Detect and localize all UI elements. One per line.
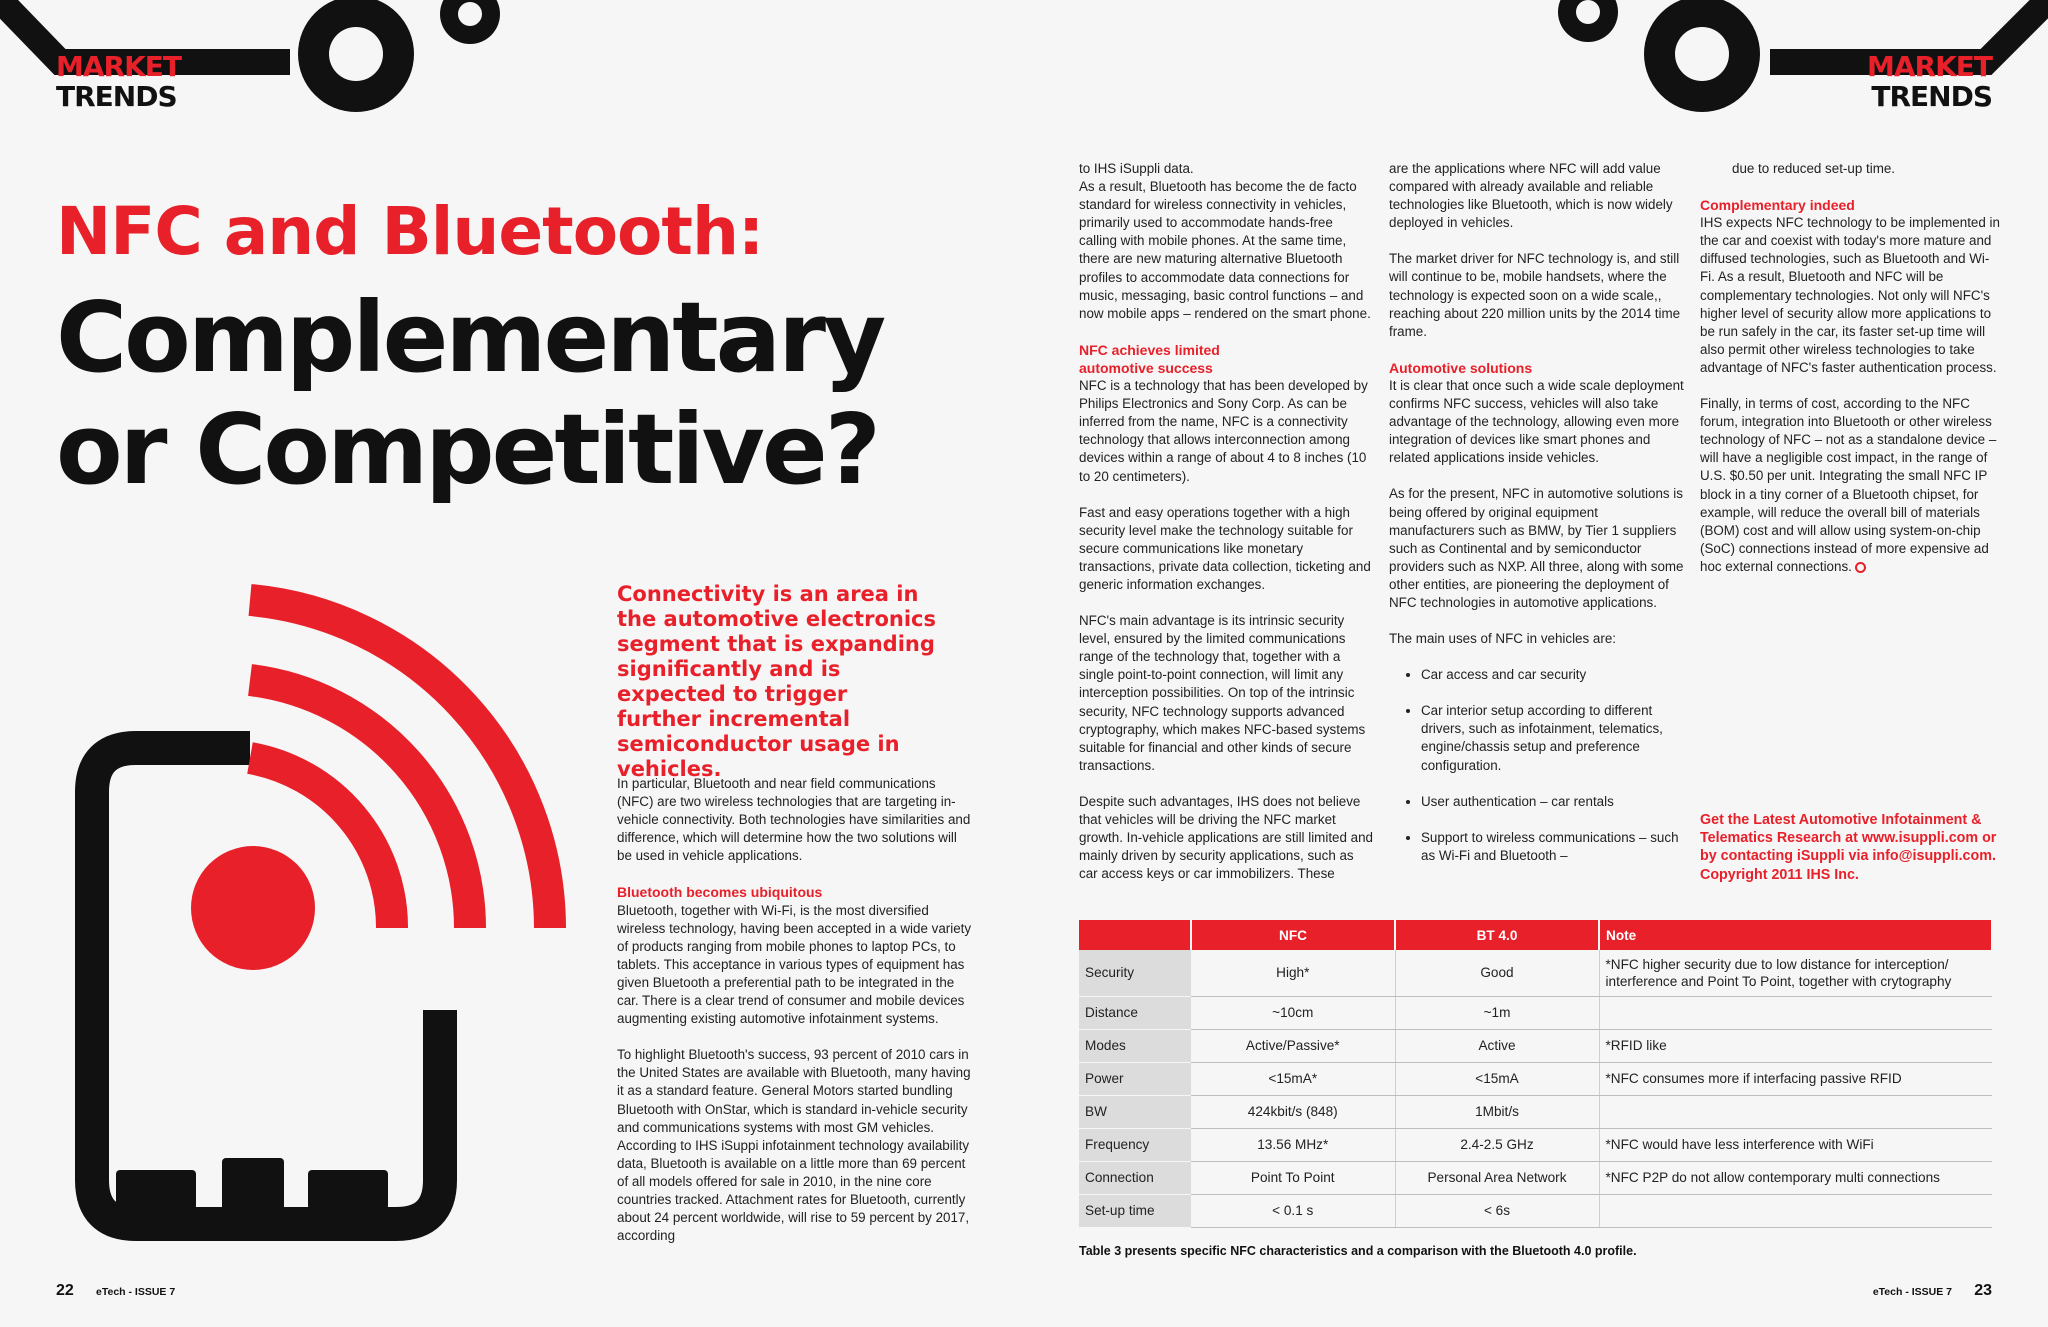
table-row <box>1079 1194 1992 1227</box>
research-cta: Get the Latest Automotive Infotainment & Telematics Research at www.isuppli.com or by contacting iSuppli via info@isuppli.com. Copyright 2011 IHS Inc. <box>1700 812 1997 883</box>
table-row-header: Modes <box>1079 1029 1191 1062</box>
paragraph: The main uses of NFC in vehicles are: <box>1389 631 1616 647</box>
paragraph: It is clear that once such a wide scale deployment confirms NFC success, vehicles will also take advantage of the technology, allowing even more integration of devices like smart phones and related applications inside vehicles. <box>1389 377 1684 466</box>
bullet-list <box>1389 666 1684 865</box>
article-title-line3: or Competitive? <box>56 393 878 506</box>
table-row-header: Distance <box>1079 996 1191 1029</box>
page-number-left: 22 <box>56 1282 74 1299</box>
paragraph: As for the present, NFC in automotive solutions is being offered by original equipment manufacturers such as BMW, by Tier 1 suppliers such as Continental and by semiconductor providers such as NXP. All three, along with some other entities, are pioneering the deployment of NFC technologies in automotive applications. <box>1389 486 1684 610</box>
table-cell: Point To Point <box>1191 1161 1395 1194</box>
table-row <box>1079 1095 1992 1128</box>
phone-signal-illustration <box>50 580 610 1270</box>
paragraph: In particular, Bluetooth and near field communications (NFC) are two wireless technologies that are targeting in-vehicle connectivity. Both technologies have similarities and difference, which will determine how the two solutions will be used in vehicle applications. <box>617 776 971 864</box>
table-row-header: BW <box>1079 1095 1191 1128</box>
table-header-cell <box>1079 920 1191 950</box>
table-cell: *RFID like <box>1599 1029 1992 1062</box>
table-header-row <box>1079 920 1992 950</box>
table-row-header: Security <box>1079 950 1191 996</box>
section-tag-market: MARKET <box>56 50 182 83</box>
body-column-1 <box>617 775 972 1263</box>
paragraph: are the applications where NFC will add value compared with already available and reliable technologies like Bluetooth, which is now widely deployed in vehicles. <box>1389 161 1673 231</box>
paragraph: Bluetooth, together with Wi-Fi, is the most diversified wireless technology, having been accepted in a wide variety of products ranging from mobile phones to laptop PCs, to tablets. This acceptance in various types of equipment has given Bluetooth a preferential path to be integrated in the car. There is a clear trend of consumer and mobile devices augmenting existing automotive infotainment systems. <box>617 902 972 1027</box>
table-caption: Table 3 presents specific NFC characteristics and a comparison with the Bluetooth 4.0 profile. <box>1079 1244 1637 1258</box>
table-header-cell: BT 4.0 <box>1395 920 1599 950</box>
paragraph: The market driver for NFC technology is, and still will continue to be, mobile handsets, where the technology is expected soon on a wide scale,, reaching about 220 million units by the 2014 time frame. <box>1389 251 1681 339</box>
table-row-header: Set-up time <box>1079 1194 1191 1227</box>
subheading: NFC achieves limited automotive success <box>1079 341 1220 376</box>
table-cell: *NFC would have less interference with WiFi <box>1599 1128 1992 1161</box>
list-item: • Support to wireless communications – such as Wi-Fi and Bluetooth – <box>1421 829 1684 865</box>
list-item: • Car access and car security <box>1421 666 1684 684</box>
article-title-line2: Complementary <box>56 281 884 394</box>
subheading: Complementary indeed <box>1700 197 1855 214</box>
table-row <box>1079 1029 1992 1062</box>
table-header-cell: NFC <box>1191 920 1395 950</box>
table-cell: < 0.1 s <box>1191 1194 1395 1227</box>
table-row-header: Connection <box>1079 1161 1191 1194</box>
table-cell: *NFC higher security due to low distance for interception/ interference and Point To Point, together with crytography <box>1599 950 1992 996</box>
section-tag-right <box>1867 52 1992 112</box>
subheading: Automotive solutions <box>1389 359 1533 376</box>
paragraph: Despite such advantages, IHS does not believe that vehicles will be driving the NFC market growth. In-vehicle applications are still limited and mainly driven by security applications, such as car access keys or car immobilizers. These <box>1079 793 1373 882</box>
table-cell: <15mA* <box>1191 1062 1395 1095</box>
table-cell <box>1599 1194 1992 1227</box>
table-row <box>1079 1128 1992 1161</box>
section-tag-trends: TRENDS <box>56 80 177 113</box>
issue-label-left: eTech - ISSUE 7 <box>96 1286 176 1298</box>
list-item: • Car interior setup according to different drivers, such as infotainment, telematics, engine/chassis setup and preference configuration. <box>1421 702 1684 774</box>
body-column-4 <box>1700 160 2000 576</box>
issue-label-right: eTech - ISSUE 7 <box>1872 1286 1952 1298</box>
paragraph: Fast and easy operations together with a high security level make the technology suitable for secure communications like monetary transactions, private data collection, ticketing and generic information exchanges. <box>1079 504 1371 592</box>
table-cell: High* <box>1191 950 1395 996</box>
article-title-line1: NFC and Bluetooth: <box>56 193 764 270</box>
table-cell: *NFC P2P do not allow contemporary multi connections <box>1599 1161 1992 1194</box>
paragraph: IHS expects NFC technology to be implemented in the car and coexist with today's more mature and diffused technologies, such as Bluetooth and Wi-Fi. As a result, Bluetooth and NFC will be complementary technologies. Not only will NFC's higher level of security allow more applications to be run safely in the car, its faster set-up time will also permit other wireless technologies to take advantage of NFC's faster authentication process. <box>1700 215 2000 375</box>
section-tag-left <box>56 52 181 112</box>
table-cell: <15mA <box>1395 1062 1599 1095</box>
body-column-2 <box>1079 160 1374 901</box>
body-column-3 <box>1389 160 1684 883</box>
table-cell: Personal Area Network <box>1395 1161 1599 1194</box>
table-cell: Good <box>1395 950 1599 996</box>
paragraph: To highlight Bluetooth's success, 93 percent of 2010 cars in the United States are available with Bluetooth, many having it as a standard feature. General Motors started bundling Bluetooth with OnStar, which is standard in-vehicle security and communications systems with most GM vehicles. According to IHS iSuppi infotainment technology availability data, Bluetooth is available on a little more than 69 percent of all models offered for sale in 2010, in the nine core countries tracked. Attachment rates for Bluetooth, currently about 24 percent worldwide, will rise to 59 percent by 2017, according <box>617 1047 971 1244</box>
table-cell <box>1599 1095 1992 1128</box>
table-cell: 1Mbit/s <box>1395 1095 1599 1128</box>
section-tag-market: MARKET <box>1866 50 1992 83</box>
table-cell <box>1599 996 1992 1029</box>
table-cell: ~10cm <box>1191 996 1395 1029</box>
table-cell: 424kbit/s (848) <box>1191 1095 1395 1128</box>
table-row <box>1079 950 1992 996</box>
table-cell: Active/Passive* <box>1191 1029 1395 1062</box>
table-row-header: Power <box>1079 1062 1191 1095</box>
table-cell: 2.4-2.5 GHz <box>1395 1128 1599 1161</box>
list-item: • User authentication – car rentals <box>1421 793 1684 811</box>
paragraph: to IHS iSuppli data. As a result, Bluetooth has become the de facto standard for wireless connectivity in vehicles, primarily used to accommodate hands-free calling with mobile phones. At the same time, there are new maturing alternative Bluetooth profiles to accommodate data connections for music, messaging, basic control functions – and now mobile apps – rendered on the smart phone. <box>1079 161 1371 321</box>
paragraph: Finally, in terms of cost, according to the NFC forum, integration into Bluetooth or other wireless technology of NFC – not as a standalone device – will have a negligible cost impact, in the range of U.S. $0.50 per unit. Integrating the small NFC IP block in a tiny corner of a Bluetooth chipset, for example, will reduce the overall bill of materials (BOM) cost and will allow using system-on-chip (SoC) connections instead of more expensive ad hoc external connections. <box>1700 396 1997 574</box>
table-header-cell: Note <box>1599 920 1992 950</box>
table-row <box>1079 996 1992 1029</box>
section-tag-trends: TRENDS <box>1871 80 1992 113</box>
paragraph: NFC's main advantage is its intrinsic security level, ensured by the limited communications range of the technology that, together with a single point-to-point connection, will limit any interception possibilities. On top of the intrinsic security, NFC technology supports advanced cryptography, which makes NFC-based systems suitable for financial and other kinds of secure transactions. <box>1079 613 1366 773</box>
article-title <box>56 282 883 506</box>
table-cell: 13.56 MHz* <box>1191 1128 1395 1161</box>
table-cell: < 6s <box>1395 1194 1599 1227</box>
comparison-table <box>1079 920 1993 1228</box>
table-row <box>1079 1161 1992 1194</box>
table-cell: Active <box>1395 1029 1599 1062</box>
standfirst: Connectivity is an area in the automotive electronics segment that is expanding significantly and is expected to trigger further incremental semiconductor usage in vehicles. <box>617 582 936 781</box>
paragraph: due to reduced set-up time. <box>1732 161 1896 176</box>
table-cell: ~1m <box>1395 996 1599 1029</box>
page-number-right: 23 <box>1974 1282 1992 1299</box>
table-cell: *NFC consumes more if interfacing passive RFID <box>1599 1062 1992 1095</box>
table-row <box>1079 1062 1992 1095</box>
paragraph: NFC is a technology that has been developed by Philips Electronics and Sony Corp. As can be inferred from the name, NFC is a connectivity technology that allows interconnection among devices within a range of about 4 to 8 inches (10 to 20 centimeters). <box>1079 378 1368 484</box>
table-row-header: Frequency <box>1079 1128 1191 1161</box>
end-of-article-icon <box>1855 562 1866 573</box>
subheading: Bluetooth becomes ubiquitous <box>617 884 823 901</box>
